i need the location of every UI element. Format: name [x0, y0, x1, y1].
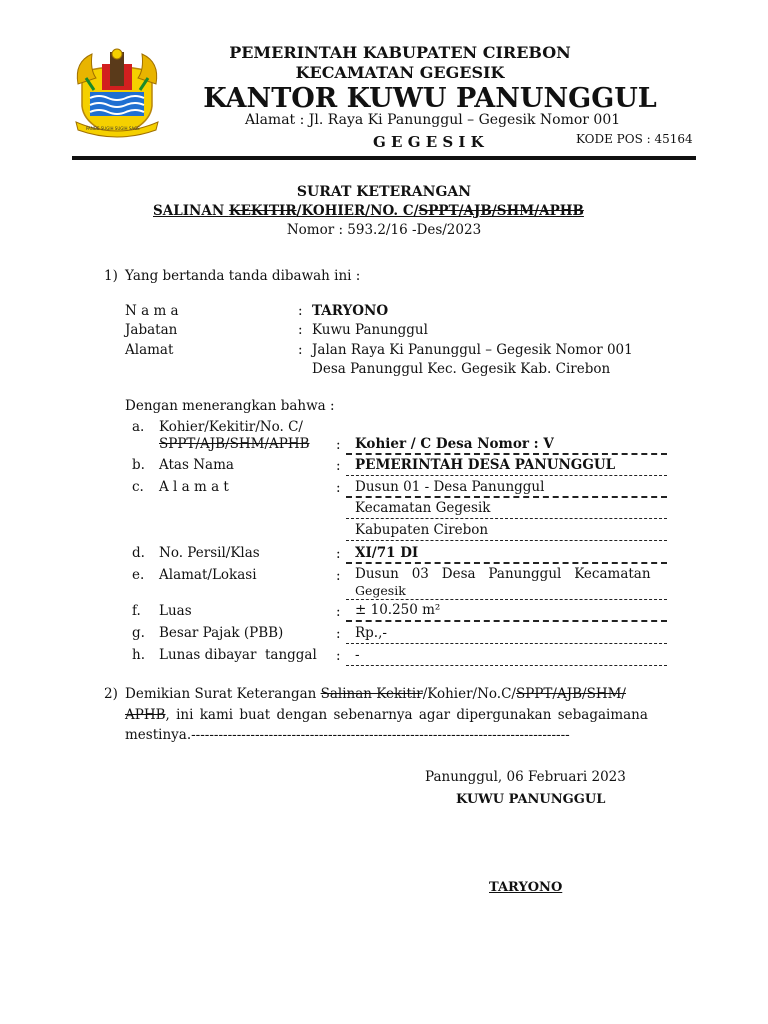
field-colon: : — [298, 303, 303, 319]
subtitle-mid: /KOHIER/NO. C/ — [296, 203, 419, 219]
dotted-divider — [346, 562, 667, 564]
letterhead-office: KANTOR KUWU PANUNGGUL — [203, 83, 657, 114]
letterhead-government: PEMERINTAH KABUPATEN CIREBON — [229, 43, 571, 62]
item-colon: : — [336, 568, 341, 584]
field-value-alamat: Jalan Raya Ki Panunggul – Gegesik Nomor 001 — [312, 342, 633, 358]
field-label-alamat: Alamat — [125, 342, 174, 358]
subtitle-prefix: SALINAN — [153, 203, 229, 219]
item-letter: h. — [132, 647, 145, 663]
item-colon: : — [336, 604, 341, 620]
item-letter: e. — [132, 567, 145, 583]
closing-strike: APHB — [125, 707, 166, 723]
dotted-divider — [346, 665, 667, 666]
item-colon: : — [336, 437, 341, 453]
section2-line2 — [125, 707, 648, 723]
item-value-alamat-line3: Kabupaten Cirebon — [355, 522, 489, 538]
item-label-pajak: Besar Pajak (PBB) — [159, 625, 284, 641]
item-label-luas: Luas — [159, 603, 192, 619]
letterhead-district: KECAMATAN GEGESIK — [295, 63, 505, 82]
closing-strike: Salinan Kekitir — [320, 686, 423, 702]
field-colon: : — [298, 342, 303, 358]
item-value-persil: XI/71 DI — [355, 545, 419, 561]
field-value-alamat-line2: Desa Panunggul Kec. Gegesik Kab. Cirebon — [312, 361, 611, 377]
dotted-divider — [346, 453, 667, 455]
field-label-jabatan: Jabatan — [125, 322, 178, 338]
field-value-jabatan: Kuwu Panunggul — [312, 322, 428, 338]
item-value-kohier: Kohier / C Desa Nomor : V — [355, 436, 554, 452]
item-colon: : — [336, 626, 341, 642]
item-letter: f. — [132, 603, 141, 619]
dotted-divider — [346, 475, 667, 476]
item-colon: : — [336, 648, 341, 664]
section2-line3: mestinya.----------------------------------------------------------------------------------- — [125, 727, 570, 743]
statement-lead: Dengan menerangkan bahwa : — [125, 398, 335, 414]
signature-place-date: Panunggul, 06 Februari 2023 — [425, 769, 626, 785]
item-colon: : — [336, 480, 341, 496]
dotted-divider — [346, 643, 667, 644]
item-letter: g. — [132, 625, 145, 641]
dotted-divider — [346, 518, 667, 519]
item-label-lokasi: Alamat/Lokasi — [159, 567, 257, 583]
item-colon: : — [336, 458, 341, 474]
section2-line1 — [125, 686, 626, 702]
item-letter: b. — [132, 457, 145, 473]
signature-name: TARYONO — [489, 880, 563, 895]
item-letter: a. — [132, 419, 145, 435]
item-label-kohier: Kohier/Kekitir/No. C/ — [159, 419, 303, 435]
item-value-lunas: - — [355, 647, 360, 663]
item-value-pajak: Rp.,- — [355, 625, 387, 641]
regency-logo — [72, 44, 162, 140]
item-value-alamat-line2: Kecamatan Gegesik — [355, 500, 491, 516]
section1-intro: Yang bertanda tanda dibawah ini : — [125, 268, 361, 284]
letterhead-postcode: KODE POS : 45164 — [576, 132, 693, 146]
item-label-alamat: A l a m a t — [159, 479, 229, 495]
signature-position: KUWU PANUNGGUL — [456, 792, 606, 807]
letterhead-address: Alamat : Jl. Raya Ki Panunggul – Gegesik Nomor 001 — [245, 112, 621, 128]
closing-text: , ini kami buat dengan sebenarnya agar dipergunakan sebagaimana — [165, 707, 648, 723]
closing-strike: SPPT/AJB/SHM/ — [515, 686, 626, 702]
item-value-luas: ± 10.250 m² — [355, 602, 441, 618]
field-label-nama: N a m a — [125, 303, 179, 319]
letterhead-village: G E G E S I K — [373, 133, 484, 151]
item-letter: c. — [132, 479, 144, 495]
dotted-divider — [346, 540, 667, 541]
subtitle-strike-1: KEKITIR — [228, 203, 297, 219]
item-label-lunas: Lunas dibayar tanggal — [159, 647, 317, 663]
dotted-divider — [346, 620, 667, 622]
closing-text: /Kohier/No.C/ — [422, 686, 516, 702]
dotted-divider — [346, 599, 667, 600]
document-title: SURAT KETERANGAN — [296, 184, 472, 200]
item-value-lokasi: Dusun 03 Desa Panunggul Kecamatan — [355, 566, 651, 582]
item-value-lokasi-line2: Gegesik — [355, 583, 406, 598]
item-label-kohier-strike: SPPT/AJB/SHM/APHB — [159, 436, 310, 452]
dotted-divider — [346, 496, 667, 498]
item-letter: d. — [132, 545, 145, 561]
logo-motto: PANDE SUGIH SUGIH SAGE — [86, 126, 140, 131]
subtitle-strike-2: SPPT/AJB/SHM/APHB — [418, 203, 584, 219]
document-subtitle — [153, 203, 584, 219]
item-value-atas-nama: PEMERINTAH DESA PANUNGGUL — [355, 457, 616, 473]
document-number: Nomor : 593.2/16 -Des/2023 — [286, 222, 482, 238]
item-value-alamat: Dusun 01 - Desa Panunggul — [355, 479, 545, 495]
section2-number: 2) — [104, 686, 118, 702]
section1-number: 1) — [104, 268, 118, 284]
field-colon: : — [298, 322, 303, 338]
item-colon: : — [336, 546, 341, 562]
item-label-persil: No. Persil/Klas — [159, 545, 260, 561]
closing-text: Demikian Surat Keterangan — [125, 686, 321, 702]
letterhead-divider — [72, 156, 696, 160]
field-value-nama: TARYONO — [312, 303, 389, 319]
item-label-atas-nama: Atas Nama — [159, 457, 234, 473]
